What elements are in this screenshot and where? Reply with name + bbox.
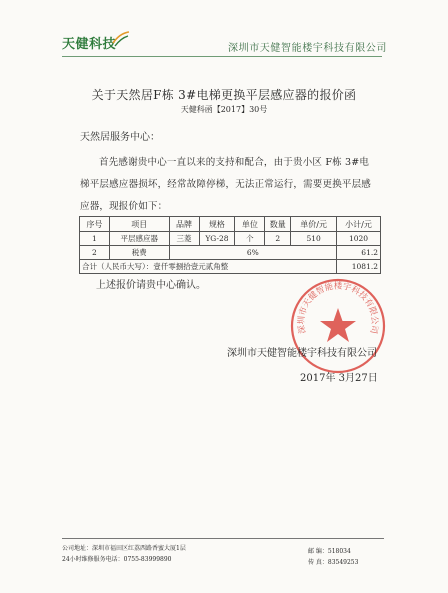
footer-divider [62,538,384,539]
tax-rate-cell: 6% [169,246,336,260]
table-cell: 平层感应器 [109,232,169,246]
document-number: 天健科函【2017】30号 [180,105,268,114]
footer-service-phone: 24小时维修服务电话：0755-83999890 [62,556,172,563]
header-cell: 单位 [235,217,265,232]
signature-company: 深圳市天健智能楼宇科技有限公司 [227,348,377,359]
header-cell: 品牌 [169,217,199,232]
table-row [80,246,381,260]
header-cell: 规格 [199,217,235,232]
header-company-name: 深圳市天健智能楼宇科技有限公司 [228,43,387,54]
letter-title: 关于天然居F栋 3#电梯更换平层感应器的报价函 [91,88,357,102]
table-cell: 税费 [109,246,169,260]
header-cell: 项目 [109,217,169,232]
signature-date: 2017年 3月27日 [300,373,378,384]
svg-text:深圳市天健智能楼宇科技有限公司: 深圳市天健智能楼宇科技有限公司 [296,281,380,335]
header-cell: 单价/元 [291,217,337,232]
table-total-row [80,260,381,274]
paragraph-line-1: 首先感谢贵中心一直以来的支持和配合，由于贵小区 F栋 3#电 [99,157,370,168]
company-seal-stamp [288,276,388,376]
footer-postcode: 邮 编：518034 [308,548,351,555]
logo-swoosh-icon [112,31,130,47]
table-cell: 61.2 [337,246,381,260]
footer-address: 公司地址：深圳市福田区红荔西路香蜜大厦1层 [62,545,186,552]
table-cell: 个 [235,232,265,246]
footer-fax: 传 真：83549253 [308,559,359,566]
salutation: 天然居服务中心： [80,132,160,143]
table-cell: 2 [80,246,110,260]
table-header-row [80,217,381,232]
table-cell: 1 [80,232,110,246]
table-cell: 2 [265,232,291,246]
table-row [80,232,381,246]
total-value-cell: 1081.2 [337,260,381,274]
total-label-cell: 合计（人民币大写）：壹仟零捌拾壹元贰角整 [80,260,337,274]
table-cell: 1020 [337,232,381,246]
company-logo-text: 天健科技 [62,37,117,52]
header-cell: 小计/元 [337,217,381,232]
paragraph-line-3: 应器，现报价如下： [80,201,168,212]
table-cell: YG-28 [199,232,235,246]
table-cell: 510 [291,232,337,246]
header-divider [62,56,382,57]
header-cell: 数量 [265,217,291,232]
quote-table [79,216,381,274]
header-cell: 序号 [80,217,110,232]
paragraph-line-2: 梯平层感应器损坏，经常故障停梯，无法正常运行，需要更换平层感 [80,179,372,190]
table-cell: 三菱 [169,232,199,246]
confirm-text: 上述报价请贵中心确认。 [96,280,206,291]
